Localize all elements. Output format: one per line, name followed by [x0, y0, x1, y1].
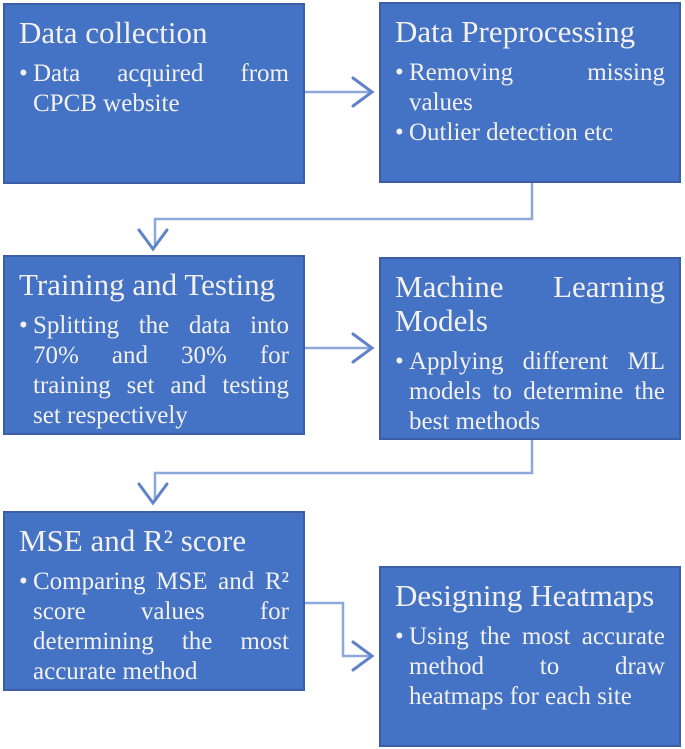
bullet-item: [19, 311, 289, 431]
text-line: CPCB website: [33, 90, 180, 117]
bullet-list: [19, 59, 289, 119]
bullet-item: [19, 59, 289, 119]
flow-box-data-collection: [3, 3, 305, 184]
bullet-marker: •: [395, 59, 404, 86]
bullet-item: [395, 58, 665, 118]
connector-line: [155, 440, 532, 500]
title-line: Designing Heatmaps: [395, 578, 655, 613]
box-title: [19, 268, 289, 302]
arrowhead-down-icon: [139, 230, 167, 249]
box-title: [19, 524, 289, 558]
text-line: Outlier detection etc: [409, 119, 614, 146]
text-line: models to determine the: [409, 378, 665, 405]
connector-collection-to-preprocessing: [305, 78, 372, 106]
text-line: values: [409, 89, 473, 116]
title-line: MSE and R² score: [19, 523, 247, 558]
box-title: [395, 15, 665, 49]
bullet-list: [395, 622, 665, 712]
bullet-marker: •: [19, 312, 28, 339]
text-line: Removing missing: [409, 59, 665, 86]
text-line: method to draw: [409, 653, 665, 680]
text-line: set respectively: [33, 402, 188, 429]
bullet-text: [33, 59, 289, 119]
text-line: score values for: [33, 598, 289, 625]
arrowhead-down-icon: [139, 484, 167, 503]
box-title: [395, 579, 665, 613]
flow-box-designing-heatmaps: [379, 566, 681, 747]
flow-box-training-and-testing: [3, 255, 305, 435]
box-title: [395, 270, 665, 338]
bullet-marker: •: [395, 623, 404, 650]
title-line: Data Preprocessing: [395, 14, 636, 49]
bullet-marker: •: [395, 348, 404, 375]
bullet-item: [19, 567, 289, 687]
title-line: Machine Learning: [395, 269, 665, 304]
title-line: Models: [395, 303, 488, 338]
bullet-list: [395, 58, 665, 148]
box-title: [19, 16, 289, 50]
title-line: Data collection: [19, 15, 208, 50]
title-line: Training and Testing: [19, 267, 276, 302]
bullet-item: [395, 118, 665, 148]
flow-box-mse-r2-score: [3, 511, 305, 691]
bullet-text: [33, 311, 289, 431]
text-line: accurate method: [33, 658, 198, 685]
text-line: best methods: [409, 408, 541, 435]
text-line: heatmaps for each site: [409, 683, 632, 710]
text-line: training set and testing: [33, 372, 289, 399]
bullet-marker: •: [19, 60, 28, 87]
bullet-list: [19, 311, 289, 431]
text-line: Splitting the data into: [33, 312, 289, 339]
text-line: determining the most: [33, 628, 289, 655]
text-line: Using the most accurate: [409, 623, 665, 650]
connector-line: [155, 183, 532, 246]
bullet-list: [395, 347, 665, 437]
text-line: Applying different ML: [409, 348, 665, 375]
bullet-text: [409, 347, 665, 437]
connector-models-to-mse: [139, 440, 532, 503]
bullet-text: [409, 58, 665, 118]
connector-training-to-models: [305, 334, 372, 362]
connector-preprocessing-to-training: [139, 183, 532, 249]
bullet-marker: •: [395, 119, 404, 146]
bullet-text: [409, 622, 665, 712]
bullet-item: [395, 347, 665, 437]
text-line: Data acquired from: [33, 60, 289, 87]
bullet-text: [33, 567, 289, 687]
bullet-list: [19, 567, 289, 687]
bullet-item: [395, 622, 665, 712]
bullet-text: [409, 118, 665, 148]
flow-box-data-preprocessing: [379, 2, 681, 183]
text-line: 70% and 30% for: [33, 342, 289, 369]
text-line: Comparing MSE and R²: [33, 568, 289, 595]
flow-box-machine-learning-models: [379, 257, 681, 440]
connector-mse-to-heatmaps: [305, 603, 372, 670]
bullet-marker: •: [19, 568, 28, 595]
